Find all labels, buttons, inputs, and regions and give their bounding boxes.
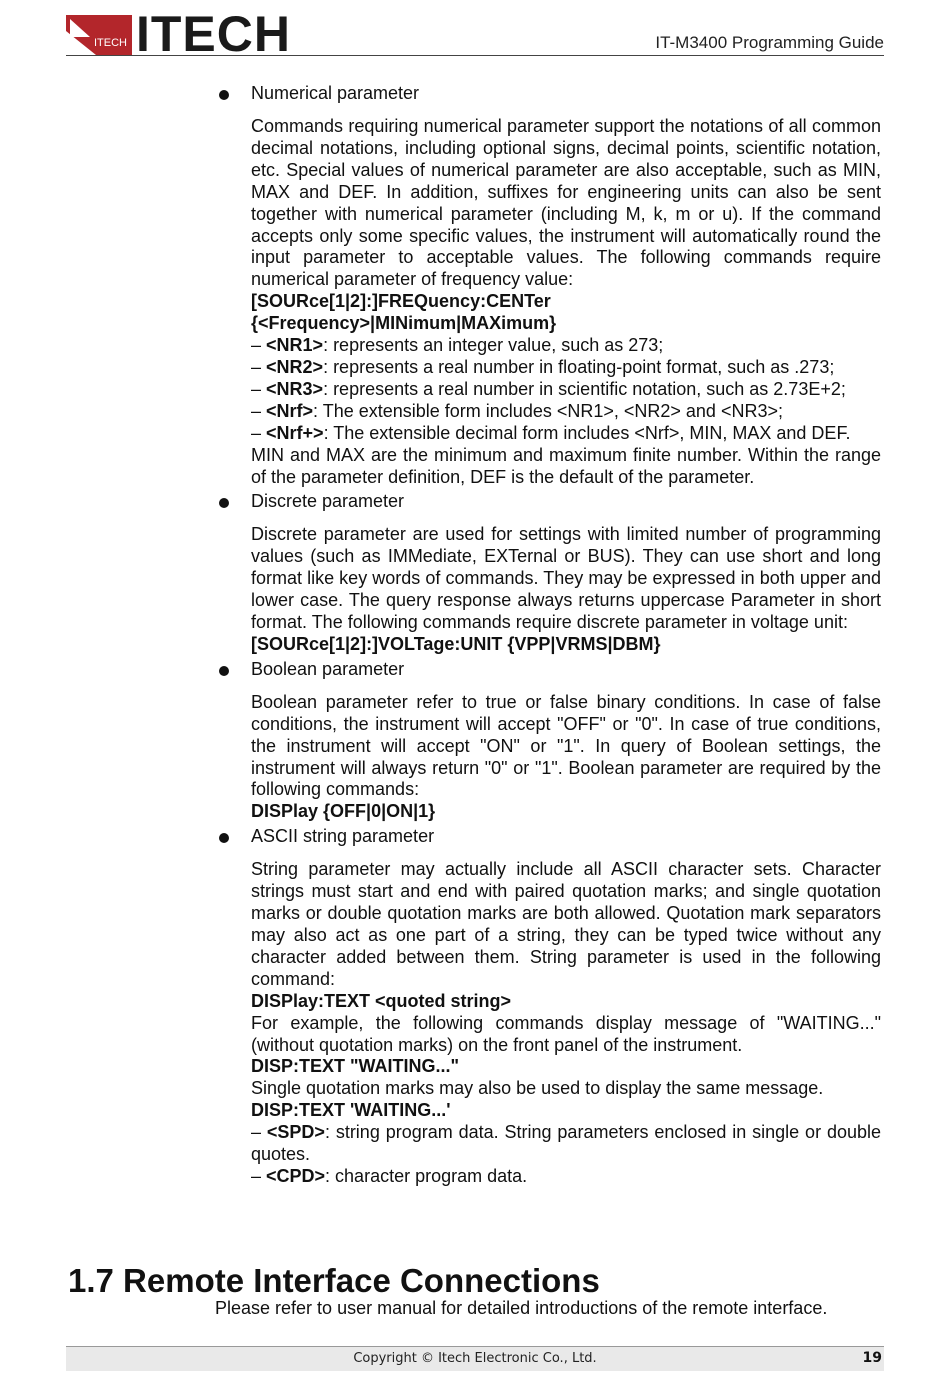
command-line: DISP:TEXT 'WAITING...' [251, 1100, 451, 1121]
bullet-icon [219, 833, 229, 843]
discrete-parameter-section [0, 488, 950, 655]
page-number: 19 [862, 1350, 882, 1366]
page-footer [66, 1346, 884, 1371]
body-paragraph: Discrete parameter are used for settings with limited number of programming values (such as IMMediate, EXTernal or BUS). They can use short and long format like key words of commands. They may be expressed in both upper and lower case. The query response always returns uppercase Parameter in short format. The following commands require discrete parameter in voltage unit: [251, 524, 881, 633]
section-heading: 1.7 Remote Interface Connections [68, 1262, 600, 1299]
definition-term: <Nrf> [266, 400, 314, 421]
definition-term: <SPD> [266, 1122, 325, 1143]
numerical-parameter-section [0, 80, 950, 488]
section-label: Numerical parameter [251, 83, 420, 103]
logo-wordmark: ITECH [136, 6, 291, 62]
bullet-icon [219, 90, 229, 100]
page-header [66, 6, 884, 62]
header-divider [66, 55, 884, 56]
logo-flag-text: ITECH [94, 37, 127, 49]
definition-term: <CPD> [266, 1165, 326, 1186]
command-line: [SOURce[1|2]:]FREQuency:CENTer [251, 291, 551, 312]
definition-desc: : The extensible form includes <NR1>, <NR2> and <NR3>; [313, 400, 783, 421]
definition-desc: : string program data. String parameters enclosed in single or double quotes. [251, 1122, 881, 1165]
command-line: [SOURce[1|2]:]VOLTage:UNIT {VPP|VRMS|DBM} [251, 633, 661, 654]
bullet-icon [219, 498, 229, 508]
command-line: {<Frequency>|MINimum|MAXimum} [251, 313, 557, 334]
definition-line [251, 357, 881, 379]
definition-line [251, 335, 881, 357]
section-label: Discrete parameter [251, 491, 405, 512]
dash: – [251, 1122, 267, 1143]
logo-flag-icon [66, 15, 132, 55]
definition-term: <Nrf+> [266, 422, 324, 443]
command-line: DISPlay:TEXT <quoted string> [251, 990, 512, 1011]
definition-paragraph [251, 1122, 881, 1166]
definition-line [251, 401, 881, 423]
definition-term: <NR1> [266, 335, 324, 356]
dash: – [251, 378, 267, 399]
ascii-string-parameter-section [0, 823, 950, 1188]
dash: – [251, 400, 267, 421]
dash: – [251, 335, 267, 356]
page-content [0, 80, 950, 1188]
section-label: ASCII string parameter [251, 826, 435, 847]
definition-line [251, 1166, 881, 1188]
dash: – [251, 422, 267, 443]
command-line: DISPlay {OFF|0|ON|1} [251, 801, 436, 822]
document-title: IT-M3400 Programming Guide [655, 33, 884, 52]
definition-term: <NR3> [266, 378, 324, 399]
body-paragraph: Commands requiring numerical parameter support the notations of all common decimal notations, including optional signs, decimal points, scientific notation, etc. Special values of numerical parameter are also acceptable, such as MIN, MAX and DEF. In addition, suffixes for engineering units can also be sent together with numerical parameter (including M, k, m or u). If the command accepts only some specific values, the instrument will automatically round the input parameter to acceptable values. The following commands require numerical parameter of frequency value: [251, 116, 881, 290]
body-paragraph: For example, the following commands display message of "WAITING..." (without quotation marks) on the front panel of the instrument. [251, 1012, 881, 1055]
bullet-icon [219, 666, 229, 676]
definition-desc: : The extensible decimal form includes <Nrf>, MIN, MAX and DEF. [323, 422, 851, 443]
command-line: DISP:TEXT "WAITING..." [251, 1056, 460, 1077]
definition-desc: : represents a real number in scientific notation, such as 2.73E+2; [323, 378, 846, 399]
section-intro-text: Please refer to user manual for detailed introductions of the remote interface. [215, 1298, 828, 1318]
dash: – [251, 356, 267, 377]
dash: – [251, 1165, 267, 1186]
section-label: Boolean parameter [251, 658, 405, 679]
boolean-parameter-section [0, 656, 950, 823]
definition-line [251, 423, 881, 445]
definition-desc: : represents an integer value, such as 273; [323, 335, 664, 356]
definition-desc: : represents a real number in floating-point format, such as .273; [323, 356, 835, 377]
body-paragraph: Boolean parameter refer to true or false binary conditions. In case of false conditions, the instrument will accept "OFF" or "0". In case of true conditions, the instrument will accept "ON" or "1". In query of Boolean settings, the instrument will always return "0" or "1". Boolean parameter are required by the following commands: [251, 691, 881, 800]
body-paragraph: MIN and MAX are the minimum and maximum finite number. Within the range of the parameter definition, DEF is the default of the parameter. [251, 444, 881, 487]
body-line: Single quotation marks may also be used to display the same message. [251, 1078, 824, 1099]
definition-term: <NR2> [266, 356, 324, 377]
definition-line [251, 379, 881, 401]
definition-desc: : character program data. [325, 1165, 528, 1186]
body-paragraph: String parameter may actually include all ASCII character sets. Character strings must start and end with paired quotation marks; and single quotation marks or double quotation marks are both allowed. Quotation mark separators may also act as one part of a string, they can be typed twice without any character added between them. String parameter is used in the following command: [251, 859, 881, 989]
copyright-text: Copyright © Itech Electronic Co., Ltd. [353, 1351, 597, 1366]
